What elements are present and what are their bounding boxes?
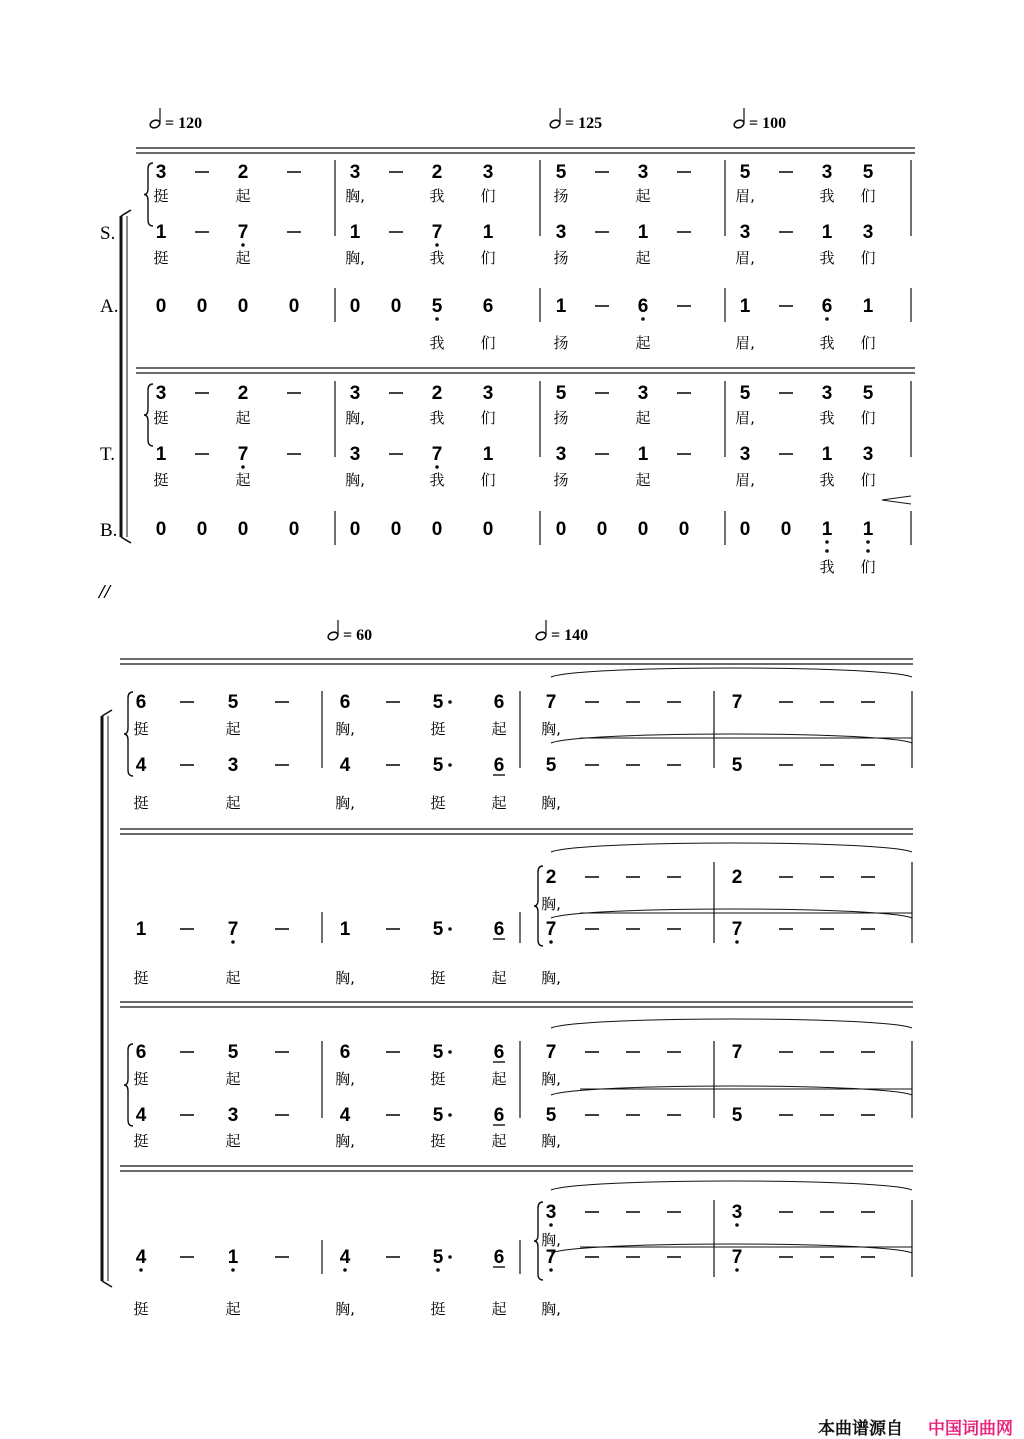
lyric: 起 — [225, 1070, 241, 1088]
note-digit: 2 — [545, 867, 557, 888]
lyric: 起 — [635, 249, 651, 267]
lyric: 我 — [819, 409, 835, 427]
note-digit: 1 — [482, 444, 494, 465]
note-digit: 6 — [339, 692, 351, 713]
lyric: 胸, — [335, 720, 355, 738]
lyric: 挺 — [430, 1070, 446, 1088]
lyric: 起 — [225, 1132, 241, 1150]
lyric: 挺 — [133, 720, 149, 738]
note-digit: 1 — [339, 919, 351, 940]
note-digit: 6 — [135, 692, 147, 713]
tempo-mark: = 140 — [551, 627, 589, 644]
octave-dot — [735, 940, 739, 944]
bracket-hook — [121, 537, 131, 543]
lyric: 我 — [429, 409, 445, 427]
section-break: // — [99, 581, 111, 603]
octave-dot — [139, 1268, 143, 1272]
lyric: 挺 — [430, 794, 446, 812]
note-digit: 0 — [237, 296, 249, 317]
lyric: 起 — [635, 409, 651, 427]
note-digit: 1 — [227, 1247, 239, 1268]
lyric: 胸, — [541, 720, 561, 738]
note-digit: 2 — [237, 383, 249, 404]
octave-dot — [549, 1223, 553, 1227]
note-digit: 6 — [493, 919, 505, 940]
half-note-icon — [327, 631, 339, 641]
note-digit: 1 — [821, 222, 833, 243]
lyric: 我 — [819, 471, 835, 489]
note-digit: 0 — [678, 519, 690, 540]
lyric: 起 — [225, 969, 241, 987]
note-digit: 3 — [555, 222, 567, 243]
lyric: 们 — [480, 249, 496, 267]
lyric: 起 — [225, 720, 241, 738]
note-digit: 2 — [431, 162, 443, 183]
note-digit: 3 — [821, 162, 833, 183]
note-digit: 0 — [155, 296, 167, 317]
lyric: 起 — [235, 187, 251, 205]
lyric: 扬 — [553, 334, 569, 352]
voice-label-a: A. — [100, 296, 119, 317]
lyric: 们 — [860, 334, 876, 352]
note-digit: 2 — [237, 162, 249, 183]
source-label: 本曲谱源自 — [818, 1419, 903, 1439]
note-digit: 6 — [135, 1042, 147, 1063]
lyric: 挺 — [153, 409, 169, 427]
note-digit: 1 — [555, 296, 567, 317]
lyric: 挺 — [133, 969, 149, 987]
half-note-icon — [549, 119, 561, 129]
note-digit: 5 — [739, 162, 751, 183]
lyric: 眉, — [735, 334, 755, 352]
note-digit: 5 — [432, 919, 444, 940]
voice-label-t: T. — [100, 444, 115, 465]
lyric: 起 — [491, 1132, 507, 1150]
note-digit: 3 — [862, 222, 874, 243]
lyric: 胸, — [541, 1300, 561, 1318]
note-digit: 5 — [739, 383, 751, 404]
lyric: 起 — [491, 720, 507, 738]
note-digit: 3 — [555, 444, 567, 465]
octave-dot — [448, 1050, 452, 1054]
lyric: 胸, — [345, 409, 365, 427]
note-digit: 0 — [196, 519, 208, 540]
note-digit: 7 — [545, 919, 557, 940]
octave-dot — [435, 317, 439, 321]
bracket-hook — [102, 1281, 112, 1287]
note-digit: 5 — [432, 692, 444, 713]
lyric: 胸, — [541, 969, 561, 987]
note-digit: 6 — [493, 755, 505, 776]
note-digit: 3 — [155, 383, 167, 404]
voice-label-s: S. — [100, 223, 116, 244]
note-digit: 1 — [739, 296, 751, 317]
note-digit: 4 — [135, 1105, 147, 1126]
note-digit: 3 — [482, 383, 494, 404]
brace-icon — [144, 163, 153, 226]
lyric: 挺 — [153, 249, 169, 267]
octave-dot — [549, 1268, 553, 1272]
note-digit: 6 — [493, 692, 505, 713]
note-digit: 1 — [155, 444, 167, 465]
lyric: 胸, — [345, 249, 365, 267]
lyric: 胸, — [345, 187, 365, 205]
lyric: 胸, — [335, 1132, 355, 1150]
note-digit: 7 — [545, 692, 557, 713]
lyric: 挺 — [430, 1300, 446, 1318]
note-digit: 6 — [637, 296, 649, 317]
lyric: 起 — [491, 794, 507, 812]
note-digit: 0 — [349, 519, 361, 540]
note-digit: 3 — [739, 222, 751, 243]
note-digit: 5 — [432, 1247, 444, 1268]
note-digit: 1 — [821, 519, 833, 540]
note-digit: 7 — [431, 222, 443, 243]
lyric: 眉, — [735, 409, 755, 427]
lyric: 挺 — [133, 1070, 149, 1088]
note-digit: 5 — [545, 1105, 557, 1126]
lyric: 起 — [235, 249, 251, 267]
note-digit: 7 — [227, 919, 239, 940]
lyric: 胸, — [541, 1132, 561, 1150]
note-digit: 4 — [135, 1247, 147, 1268]
note-digit: 0 — [431, 519, 443, 540]
note-digit: 0 — [596, 519, 608, 540]
octave-dot — [343, 1268, 347, 1272]
note-digit: 6 — [339, 1042, 351, 1063]
tempo-mark: = 60 — [343, 627, 373, 644]
note-digit: 3 — [862, 444, 874, 465]
lyric: 们 — [860, 558, 876, 576]
note-digit: 5 — [431, 296, 443, 317]
note-digit: 0 — [155, 519, 167, 540]
note-digit: 6 — [493, 1042, 505, 1063]
tie-arc — [551, 668, 912, 677]
lyric: 我 — [819, 249, 835, 267]
lyric: 眉, — [735, 471, 755, 489]
note-digit: 3 — [545, 1202, 557, 1223]
note-digit: 7 — [545, 1042, 557, 1063]
octave-dot — [448, 1255, 452, 1259]
lyric: 起 — [235, 471, 251, 489]
note-digit: 1 — [349, 222, 361, 243]
note-digit: 3 — [349, 383, 361, 404]
note-digit: 0 — [637, 519, 649, 540]
half-note-icon — [733, 119, 745, 129]
tie-arc — [551, 1019, 912, 1028]
octave-dot — [231, 1268, 235, 1272]
note-digit: 2 — [731, 867, 743, 888]
note-digit: 0 — [196, 296, 208, 317]
lyric: 胸, — [541, 895, 561, 913]
note-digit: 4 — [339, 1105, 351, 1126]
octave-dot — [448, 763, 452, 767]
lyric: 们 — [860, 249, 876, 267]
lyric: 们 — [480, 409, 496, 427]
lyric: 们 — [480, 471, 496, 489]
lyric: 挺 — [430, 720, 446, 738]
lyric: 胸, — [345, 471, 365, 489]
note-digit: 3 — [227, 755, 239, 776]
note-digit: 3 — [349, 444, 361, 465]
note-digit: 5 — [862, 162, 874, 183]
note-digit: 0 — [349, 296, 361, 317]
octave-dot — [435, 465, 439, 469]
lyric: 挺 — [430, 1132, 446, 1150]
lyric: 挺 — [153, 187, 169, 205]
lyric: 起 — [635, 187, 651, 205]
note-digit: 3 — [349, 162, 361, 183]
lyric: 胸, — [335, 969, 355, 987]
lyric: 们 — [480, 334, 496, 352]
lyric: 们 — [860, 187, 876, 205]
lyric: 胸, — [335, 794, 355, 812]
note-digit: 5 — [227, 692, 239, 713]
lyric: 我 — [429, 471, 445, 489]
note-digit: 0 — [288, 296, 300, 317]
octave-dot — [735, 1268, 739, 1272]
tempo-mark: = 120 — [165, 115, 203, 132]
lyric: 胸, — [541, 1231, 561, 1249]
note-digit: 3 — [482, 162, 494, 183]
note-digit: 3 — [821, 383, 833, 404]
note-digit: 3 — [155, 162, 167, 183]
lyric: 我 — [819, 334, 835, 352]
crescendo-hairpin — [882, 500, 911, 504]
octave-dot — [448, 927, 452, 931]
lyric: 我 — [429, 249, 445, 267]
octave-dot — [641, 317, 645, 321]
note-digit: 5 — [731, 755, 743, 776]
bracket-hook — [121, 210, 131, 216]
note-digit: 7 — [731, 919, 743, 940]
tempo-mark: = 125 — [565, 115, 603, 132]
lyric: 们 — [480, 187, 496, 205]
note-digit: 5 — [545, 755, 557, 776]
note-digit: 5 — [432, 755, 444, 776]
note-digit: 7 — [731, 1042, 743, 1063]
tie-arc — [551, 843, 912, 852]
note-digit: 5 — [555, 383, 567, 404]
crescendo-hairpin — [882, 496, 911, 500]
lyric: 起 — [225, 794, 241, 812]
note-digit: 2 — [431, 383, 443, 404]
note-digit: 1 — [637, 222, 649, 243]
brace-icon — [124, 692, 133, 776]
lyric: 起 — [491, 1300, 507, 1318]
lyric: 眉, — [735, 187, 755, 205]
note-digit: 3 — [637, 383, 649, 404]
note-digit: 6 — [821, 296, 833, 317]
octave-dot — [866, 540, 870, 544]
note-digit: 0 — [780, 519, 792, 540]
note-digit: 0 — [237, 519, 249, 540]
octave-dot — [241, 465, 245, 469]
brace-icon — [144, 384, 153, 446]
lyric: 扬 — [553, 249, 569, 267]
note-digit: 0 — [390, 519, 402, 540]
lyric: 胸, — [541, 1070, 561, 1088]
note-digit: 5 — [432, 1042, 444, 1063]
lyric: 扬 — [553, 409, 569, 427]
bracket-hook — [102, 710, 112, 716]
note-digit: 1 — [821, 444, 833, 465]
tie-arc — [551, 1181, 912, 1190]
note-digit: 0 — [390, 296, 402, 317]
lyric: 起 — [491, 1070, 507, 1088]
lyric: 挺 — [430, 969, 446, 987]
note-digit: 6 — [493, 1105, 505, 1126]
note-digit: 1 — [862, 519, 874, 540]
note-digit: 5 — [227, 1042, 239, 1063]
note-digit: 0 — [482, 519, 494, 540]
lyric: 胸, — [335, 1300, 355, 1318]
lyric: 我 — [429, 334, 445, 352]
note-digit: 7 — [545, 1247, 557, 1268]
tie-arc — [551, 1086, 912, 1095]
note-digit: 5 — [862, 383, 874, 404]
octave-dot — [735, 1223, 739, 1227]
note-digit: 3 — [227, 1105, 239, 1126]
brace-icon — [124, 1044, 133, 1126]
note-digit: 5 — [555, 162, 567, 183]
lyric: 扬 — [553, 471, 569, 489]
lyric: 起 — [225, 1300, 241, 1318]
lyric: 挺 — [133, 1132, 149, 1150]
note-digit: 7 — [237, 222, 249, 243]
octave-dot — [825, 317, 829, 321]
octave-dot — [436, 1268, 440, 1272]
note-digit: 4 — [339, 755, 351, 776]
half-note-icon — [149, 119, 161, 129]
site-name-link[interactable]: 中国词曲网 — [928, 1419, 1013, 1439]
octave-dot — [448, 700, 452, 704]
lyric: 们 — [860, 409, 876, 427]
note-digit: 1 — [155, 222, 167, 243]
voice-label-b: B. — [100, 520, 118, 541]
note-digit: 4 — [339, 1247, 351, 1268]
note-digit: 3 — [739, 444, 751, 465]
octave-dot — [435, 243, 439, 247]
lyric: 我 — [429, 187, 445, 205]
lyric: 们 — [860, 471, 876, 489]
octave-dot — [448, 1113, 452, 1117]
lyric: 胸, — [541, 794, 561, 812]
note-digit: 1 — [135, 919, 147, 940]
lyric: 胸, — [335, 1070, 355, 1088]
note-digit: 5 — [432, 1105, 444, 1126]
note-digit: 1 — [482, 222, 494, 243]
lyric: 起 — [491, 969, 507, 987]
tempo-mark: = 100 — [749, 115, 787, 132]
lyric: 起 — [635, 471, 651, 489]
note-digit: 0 — [739, 519, 751, 540]
note-digit: 3 — [637, 162, 649, 183]
footer — [0, 1412, 1024, 1439]
note-digit: 7 — [731, 1247, 743, 1268]
note-digit: 1 — [637, 444, 649, 465]
octave-dot — [241, 243, 245, 247]
note-digit: 0 — [555, 519, 567, 540]
note-digit: 5 — [731, 1105, 743, 1126]
half-note-icon — [535, 631, 547, 641]
lyric: 扬 — [553, 187, 569, 205]
lyric: 起 — [235, 409, 251, 427]
lyric: 我 — [819, 558, 835, 576]
note-digit: 7 — [237, 444, 249, 465]
lyric: 起 — [635, 334, 651, 352]
note-digit: 4 — [135, 755, 147, 776]
octave-dot — [231, 940, 235, 944]
octave-dot — [825, 549, 829, 553]
note-digit: 6 — [482, 296, 494, 317]
lyric: 挺 — [133, 794, 149, 812]
octave-dot — [825, 540, 829, 544]
note-digit: 6 — [493, 1247, 505, 1268]
note-digit: 7 — [731, 692, 743, 713]
note-digit: 7 — [431, 444, 443, 465]
note-digit: 3 — [731, 1202, 743, 1223]
note-digit: 0 — [288, 519, 300, 540]
lyric: 眉, — [735, 249, 755, 267]
lyric: 我 — [819, 187, 835, 205]
octave-dot — [549, 940, 553, 944]
lyric: 挺 — [153, 471, 169, 489]
octave-dot — [866, 549, 870, 553]
lyric: 挺 — [133, 1300, 149, 1318]
note-digit: 1 — [862, 296, 874, 317]
